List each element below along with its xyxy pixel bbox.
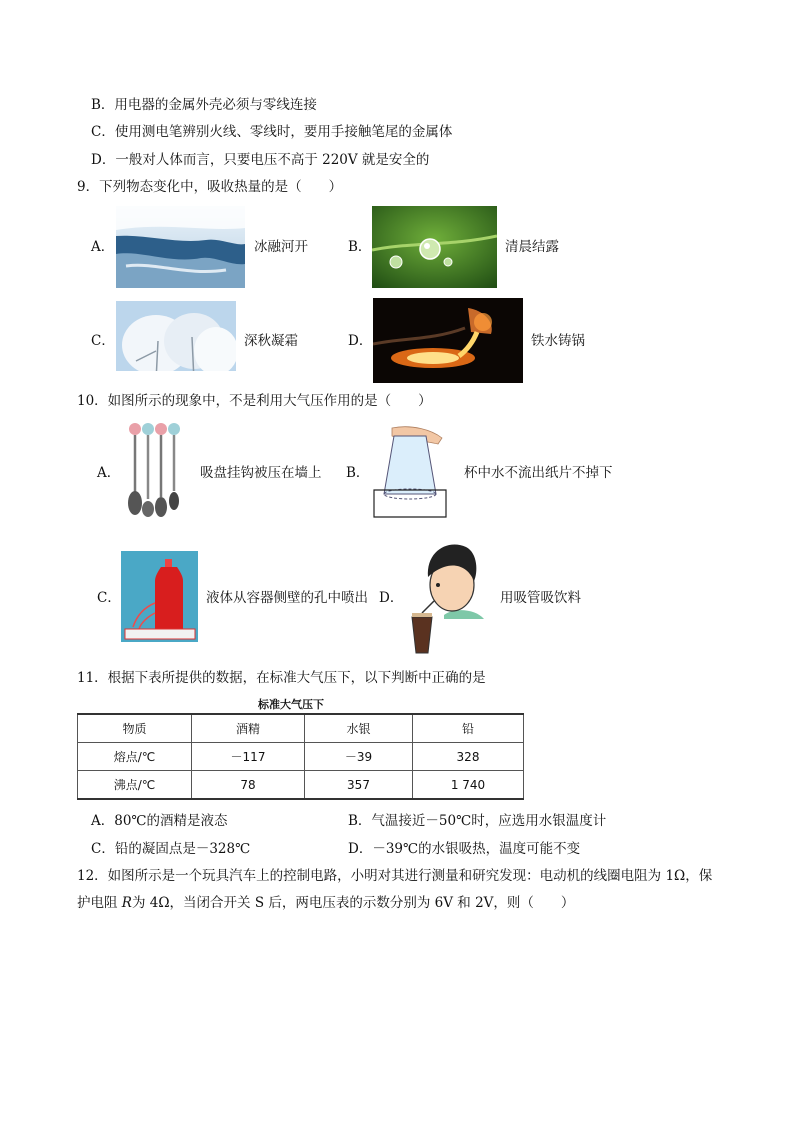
table-caption: 标准大气压下 [258,698,324,711]
table-cell: 1 740 [413,771,524,800]
melting-ice-river-image [116,206,245,288]
q8-option-d: D．一般对人体而言，只要电压不高于 220V 就是安全的 [91,152,430,168]
table-cell: －117 [192,743,305,771]
q12-resistor-symbol: R [121,895,132,911]
q11-option-a: A．80℃的酒精是液态 [91,813,228,829]
q10-option-d-letter: D． [379,590,404,606]
table-row [78,743,524,771]
q10-option-d-caption: 用吸管吸饮料 [500,590,581,606]
q9-option-c-letter: C． [91,333,115,349]
table-header-cell: 水银 [305,714,413,743]
q11-option-d: D．－39℃的水银吸热，温度可能不变 [348,841,581,857]
q12-line-2 [77,894,574,912]
q10-option-b-letter: B． [346,465,370,481]
table-cell: －39 [305,743,413,771]
q10-option-a-caption: 吸盘挂钩被压在墙上 [200,465,322,481]
q8-option-c: C．使用测电笔辨别火线、零线时，要用手接触笔尾的金属体 [91,124,453,140]
q11-option-c: C．铅的凝固点是－328℃ [91,841,251,857]
q9-option-d-caption: 铁水铸锅 [531,333,585,349]
table-header-cell: 铅 [413,714,524,743]
q9-option-a-letter: A． [91,239,115,255]
q9-option-d-letter: D． [348,333,373,349]
suction-hooks-image [125,421,185,519]
table-header-cell: 物质 [78,714,192,743]
table-row [78,771,524,800]
boy-straw-image [404,537,486,655]
bottle-jet-image [121,551,198,642]
q10-option-a-letter: A． [97,465,121,481]
molten-iron-casting-image [373,298,523,383]
inverted-cup-image [372,424,448,519]
q9-option-b-letter: B． [348,239,372,255]
q9-stem: 9．下列物态变化中，吸收热量的是（ ） [77,179,343,195]
q9-option-b-caption: 清晨结露 [505,239,559,255]
q10-option-c-caption: 液体从容器侧壁的孔中喷出 [206,590,368,606]
table-cell: 78 [192,771,305,800]
table-cell: 357 [305,771,413,800]
q9-option-c-caption: 深秋凝霜 [244,333,298,349]
dew-on-leaf-image [372,206,497,288]
q12-line-2-post: 为 4Ω，当闭合开关 S 后，两电压表的示数分别为 6V 和 2V，则（ ） [131,895,575,911]
q9-option-a-caption: 冰融河开 [254,239,308,255]
table-cell: 沸点/℃ [78,771,192,800]
q12-line-2-pre: 护电阻 [77,895,122,911]
table-header-cell: 酒精 [192,714,305,743]
q11-option-b: B．气温接近－50℃时，应选用水银温度计 [348,813,607,829]
q10-stem: 10．如图所示的现象中，不是利用大气压作用的是（ ） [77,393,432,409]
table-header-row [78,714,524,743]
q8-option-b: B．用电器的金属外壳必须与零线连接 [91,97,317,113]
frost-tree-image [116,301,236,381]
q10-option-c-letter: C． [97,590,121,606]
data-table [77,713,524,800]
q10-option-b-caption: 杯中水不流出纸片不掉下 [464,465,613,481]
q12-line-1: 12．如图所示是一个玩具汽车上的控制电路，小明对其进行测量和研究发现：电动机的线圈电阻为 1Ω，保 [77,868,713,884]
q11-stem: 11．根据下表所提供的数据，在标准大气压下，以下判断中正确的是 [77,670,486,686]
table-cell: 328 [413,743,524,771]
table-cell: 熔点/℃ [78,743,192,771]
